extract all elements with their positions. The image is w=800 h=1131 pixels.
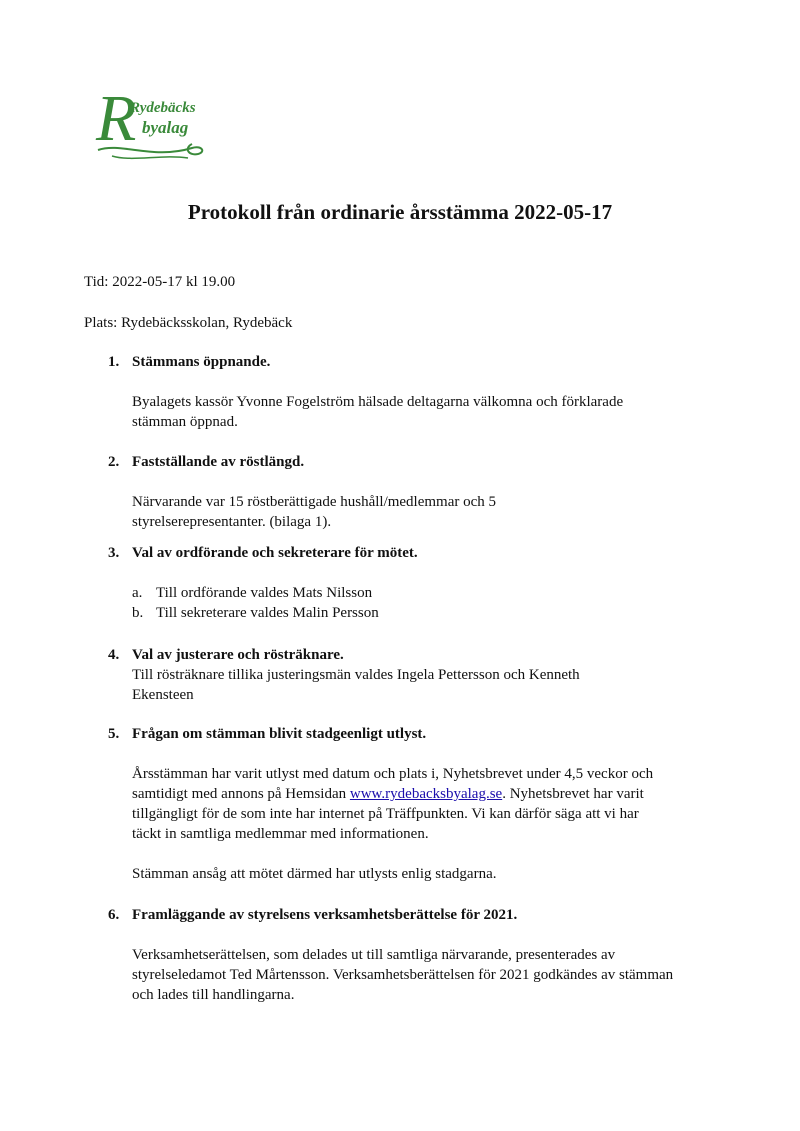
section-title: Val av justerare och rösträknare. <box>132 647 344 663</box>
body-text: . Nyhetsbrevet har varit <box>502 786 644 802</box>
list-item-text: Till ordförande valdes Mats Nilsson <box>156 585 373 601</box>
list-item <box>108 603 728 623</box>
svg-text:R: R <box>96 82 137 155</box>
body-line: stämman öppnad. <box>132 414 238 430</box>
body-line: styrelseledamot Ted Mårtensson. Verksamhetsberättelsen för 2021 godkändes av stämman <box>132 967 674 983</box>
logo-line1: Rydebäcks <box>130 100 196 116</box>
section-body <box>132 764 728 884</box>
page-title: Protokoll från ordinarie årsstämma 2022-05-17 <box>187 200 613 224</box>
section-heading <box>108 352 728 372</box>
meeting-place: Plats: Rydebäcksskolan, Rydebäck <box>84 315 293 331</box>
rydebacks-byalag-logo <box>92 78 212 164</box>
section-4 <box>108 645 728 705</box>
section-heading <box>108 543 728 563</box>
list-item-letter: a. <box>132 585 143 601</box>
list-item-letter: b. <box>132 605 144 621</box>
section-heading <box>108 645 728 665</box>
body-line: Verksamhetserättelsen, som delades ut till samtliga närvarande, presenterades av <box>132 947 616 963</box>
section-5 <box>108 724 728 884</box>
section-title: Stämmans öppnande. <box>132 354 271 370</box>
section-2 <box>108 452 728 532</box>
body-line: Till rösträknare tillika justeringsmän valdes Ingela Pettersson och Kenneth <box>132 667 580 683</box>
body-line: styrelserepresentanter. (bilaga 1). <box>132 514 332 530</box>
website-link[interactable]: www.rydebacksbyalag.se <box>349 786 503 802</box>
body-text: samtidigt med annons på Hemsidan <box>132 786 350 802</box>
body-line: Ekensteen <box>132 687 194 703</box>
section-6 <box>108 905 728 1005</box>
body-line: och lades till handlingarna. <box>132 987 295 1003</box>
section-number: 1. <box>108 354 120 370</box>
section-number: 4. <box>108 647 120 663</box>
section-title: Fastställande av röstlängd. <box>132 454 305 470</box>
section-title: Framläggande av styrelsens verksamhetsberättelse för 2021. <box>132 907 518 923</box>
section-number: 3. <box>108 545 120 561</box>
section-body <box>132 945 728 1005</box>
section-heading <box>108 905 728 925</box>
section-body <box>132 665 728 705</box>
body-line <box>132 784 728 804</box>
body-line: Byalagets kassör Yvonne Fogelström hälsade deltagarna välkomna och förklarade <box>132 394 624 410</box>
body-line: Årsstämman har varit utlyst med datum och plats i, Nyhetsbrevet under 4,5 veckor och <box>132 766 654 782</box>
section-body <box>132 392 728 432</box>
list-item-text: Till sekreterare valdes Malin Persson <box>156 605 379 621</box>
section-title: Val av ordförande och sekreterare för mötet. <box>132 545 418 561</box>
body-line: tillgängligt för de som inte har internet på Träffpunkten. Vi kan därför säga att vi har <box>132 806 639 822</box>
section-heading <box>108 724 728 744</box>
section-number: 2. <box>108 454 120 470</box>
meeting-time: Tid: 2022-05-17 kl 19.00 <box>84 274 236 290</box>
body-line: Närvarande var 15 röstberättigade hushåll/medlemmar och 5 <box>132 494 497 510</box>
section-number: 5. <box>108 726 120 742</box>
logo-line2: byalag <box>142 118 189 137</box>
section-heading <box>108 452 728 472</box>
section-body <box>132 492 728 532</box>
section-number: 6. <box>108 907 120 923</box>
body-line: Stämman ansåg att mötet därmed har utlysts enlig stadgarna. <box>132 866 497 882</box>
section-3 <box>108 543 728 623</box>
list-item <box>108 583 728 603</box>
section-title: Frågan om stämman blivit stadgeenligt utlyst. <box>132 726 427 742</box>
section-1 <box>108 352 728 432</box>
body-line: täckt in samtliga medlemmar med informationen. <box>132 826 429 842</box>
